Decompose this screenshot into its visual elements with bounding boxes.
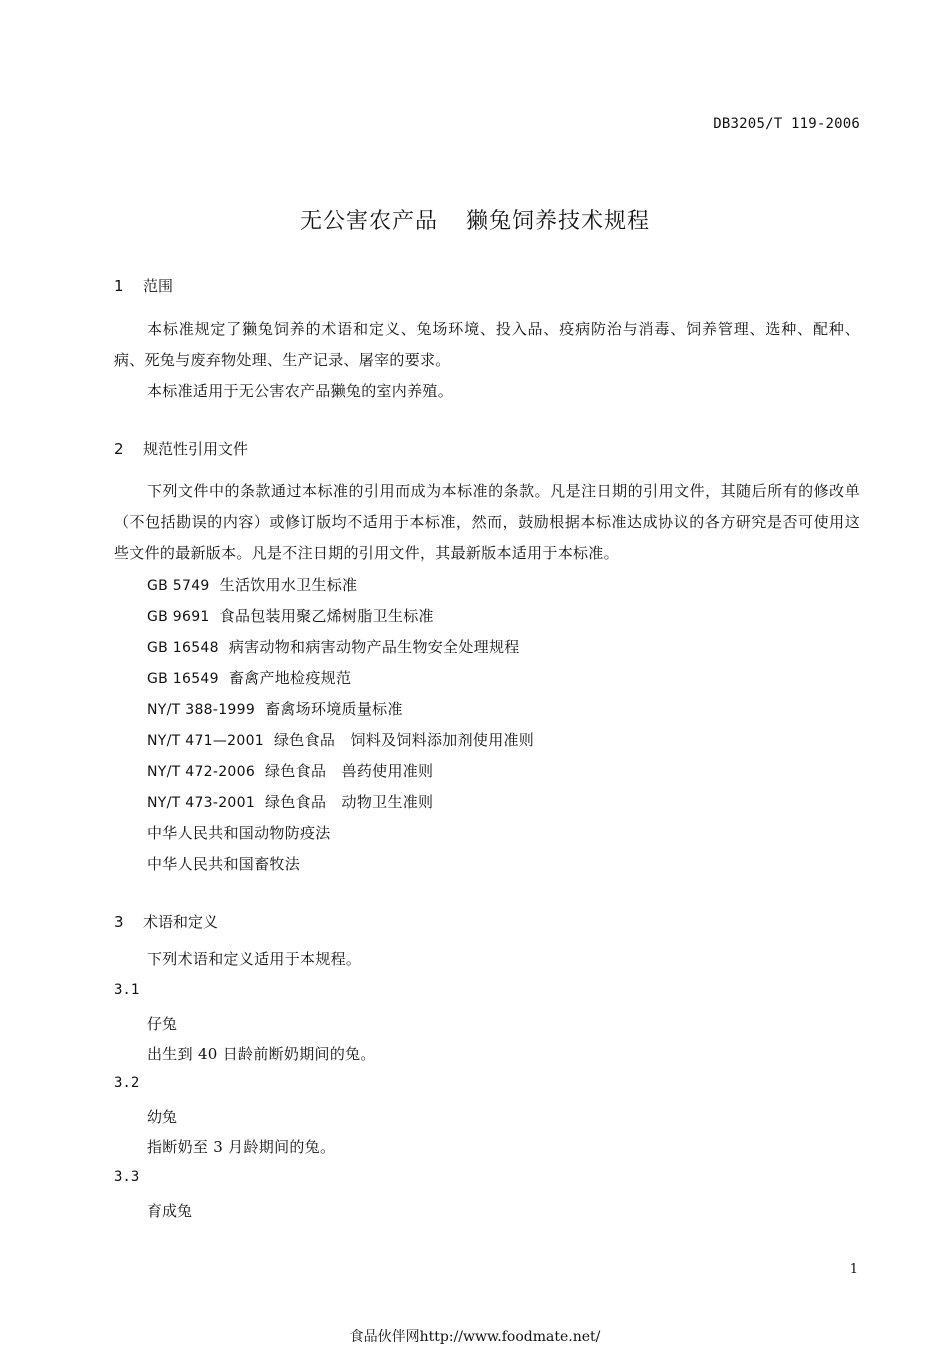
term-title: 幼兔 — [147, 1108, 178, 1126]
reference-name: 绿色食品 饲料及饲料添加剂使用准则 — [274, 731, 535, 749]
reference-name: 畜禽产地检疫规范 — [228, 669, 352, 687]
reference-name: 病害动物和病害动物产品生物安全处理规程 — [228, 638, 520, 656]
section-title: 术语和定义 — [143, 913, 219, 931]
section-2-paragraph: 下列文件中的条款通过本标准的引用而成为本标准的条款。凡是注日期的引用文件，其随后所有的修改单（不包括勘误的内容）或修订版均不适用于本标准，然而，鼓励根据本标准达成协议的各方研究是否可使用这些文件的最新版本。凡是不注日期的引用文件，其最新版本适用于本标准。 — [114, 482, 860, 562]
reference-item — [147, 636, 520, 657]
reference-item — [147, 791, 433, 812]
section-number: 1 — [114, 277, 124, 295]
title-part-1: 无公害农产品 — [299, 209, 438, 234]
term-number: 3.2 — [114, 1075, 140, 1091]
law-reference: 中华人民共和国动物防疫法 — [147, 824, 331, 842]
page-number: 1 — [849, 1262, 858, 1277]
document-title — [0, 204, 950, 235]
reference-name: 生活饮用水卫生标准 — [219, 576, 358, 594]
reference-item — [147, 729, 534, 750]
title-part-2: 獭兔饲养技术规程 — [466, 209, 651, 234]
reference-code: GB 9691 — [147, 609, 210, 625]
reference-code: NY/T 472-2006 — [147, 764, 256, 780]
reference-code: NY/T 471—2001 — [147, 733, 264, 749]
reference-code: GB 5749 — [147, 578, 210, 594]
term-title: 仔兔 — [147, 1015, 178, 1033]
reference-name: 绿色食品 动物卫生准则 — [265, 793, 434, 811]
law-reference: 中华人民共和国畜牧法 — [147, 855, 301, 873]
reference-code: NY/T 473-2001 — [147, 795, 256, 811]
section-1-paragraph-2: 本标准适用于无公害农产品獭兔的室内养殖。 — [147, 382, 454, 400]
section-2-heading — [114, 438, 248, 459]
section-title: 规范性引用文件 — [143, 440, 249, 458]
term-number: 3.1 — [114, 982, 140, 998]
reference-name: 绿色食品 兽药使用准则 — [265, 762, 434, 780]
reference-name: 食品包装用聚乙烯树脂卫生标准 — [219, 607, 434, 625]
reference-item — [147, 605, 434, 626]
reference-code: GB 16548 — [147, 640, 219, 656]
term-title: 育成兔 — [147, 1202, 193, 1220]
footer-link[interactable]: 食品伙伴网http://www.foodmate.net/ — [349, 1329, 601, 1345]
term-definition: 出生到 40 日龄前断奶期间的兔。 — [147, 1045, 376, 1063]
document-code: DB3205/T 119-2006 — [713, 116, 860, 132]
section-1-paragraph-1: 本标准规定了獭兔饲养的术语和定义、兔场环境、投入品、疫病防治与消毒、饲养管理、选种、配种、病、死兔与废弃物处理、生产记录、屠宰的要求。 — [114, 320, 860, 369]
term-definition: 指断奶至 3 月龄期间的兔。 — [147, 1138, 336, 1156]
reference-item — [147, 760, 433, 781]
section-number: 3 — [114, 913, 124, 931]
section-number: 2 — [114, 440, 124, 458]
reference-name: 畜禽场环境质量标准 — [265, 700, 403, 718]
reference-item — [147, 667, 351, 688]
reference-item — [147, 698, 403, 719]
reference-code: NY/T 388-1999 — [147, 702, 256, 718]
section-3-intro: 下列术语和定义适用于本规程。 — [147, 950, 362, 968]
reference-code: GB 16549 — [147, 671, 219, 687]
reference-item — [147, 574, 357, 595]
section-3-heading — [114, 911, 218, 932]
term-number: 3.3 — [114, 1169, 140, 1185]
section-1-heading — [114, 275, 173, 296]
section-title: 范围 — [143, 277, 174, 295]
